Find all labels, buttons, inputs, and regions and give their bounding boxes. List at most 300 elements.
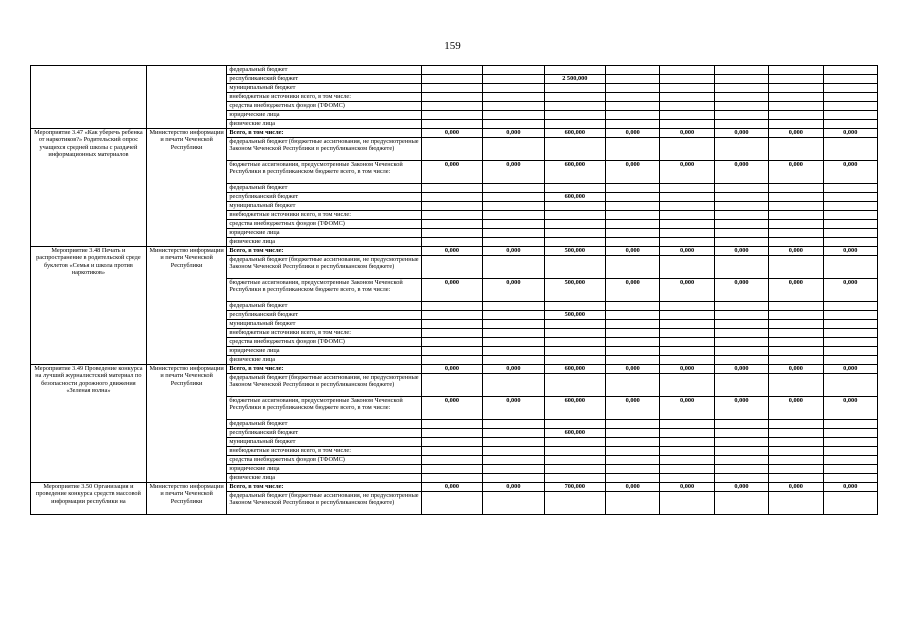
amount-cell — [483, 447, 544, 456]
amount-cell: 0,000 — [606, 129, 660, 138]
source-label: муниципальный бюджет — [227, 438, 421, 447]
amount-cell — [660, 229, 714, 238]
source-label: муниципальный бюджет — [227, 84, 421, 93]
amount-cell — [823, 429, 877, 438]
amount-cell — [606, 311, 660, 320]
table-row — [31, 66, 878, 75]
amount-cell: 0,000 — [769, 247, 823, 256]
amount-cell — [606, 420, 660, 429]
amount-cell — [606, 138, 660, 161]
source-label: физические лица — [227, 120, 421, 129]
amount-cell — [714, 84, 768, 93]
amount-cell — [823, 302, 877, 311]
amount-cell — [421, 256, 482, 279]
amount-cell: 0,000 — [823, 483, 877, 492]
amount-cell: 0,000 — [769, 279, 823, 302]
amount-cell — [660, 338, 714, 347]
amount-cell — [714, 302, 768, 311]
amount-cell — [823, 420, 877, 429]
source-label: юридические лица — [227, 111, 421, 120]
executor-cell: Министерство информации и печати Чеченской Республики — [146, 247, 227, 365]
amount-cell — [823, 320, 877, 329]
amount-cell — [769, 492, 823, 515]
table-row — [31, 365, 878, 374]
amount-cell — [544, 202, 605, 211]
amount-cell — [483, 138, 544, 161]
amount-cell: 0,000 — [606, 279, 660, 302]
amount-cell — [544, 438, 605, 447]
amount-cell — [544, 347, 605, 356]
amount-cell — [544, 329, 605, 338]
amount-cell: 0,000 — [769, 365, 823, 374]
amount-cell — [823, 438, 877, 447]
amount-cell — [769, 429, 823, 438]
amount-cell: 0,000 — [714, 365, 768, 374]
amount-cell: 600,000 — [544, 429, 605, 438]
amount-cell: 600,000 — [544, 161, 605, 184]
amount-cell: 0,000 — [769, 397, 823, 420]
amount-cell: 0,000 — [421, 365, 482, 374]
amount-cell — [421, 492, 482, 515]
amount-cell: 0,000 — [421, 129, 482, 138]
amount-cell — [606, 347, 660, 356]
amount-cell — [606, 320, 660, 329]
amount-cell — [714, 75, 768, 84]
amount-cell — [483, 456, 544, 465]
amount-cell — [714, 320, 768, 329]
amount-cell: 0,000 — [660, 247, 714, 256]
amount-cell — [606, 75, 660, 84]
amount-cell: 0,000 — [769, 161, 823, 184]
amount-cell — [660, 356, 714, 365]
amount-cell — [606, 474, 660, 483]
amount-cell — [823, 102, 877, 111]
amount-cell — [660, 202, 714, 211]
amount-cell — [483, 229, 544, 238]
amount-cell — [483, 320, 544, 329]
amount-cell — [769, 120, 823, 129]
amount-cell — [769, 338, 823, 347]
amount-cell — [823, 202, 877, 211]
amount-cell — [606, 456, 660, 465]
amount-cell — [483, 420, 544, 429]
amount-cell — [421, 93, 482, 102]
amount-cell — [421, 456, 482, 465]
amount-cell — [483, 474, 544, 483]
amount-cell — [823, 356, 877, 365]
source-label: республиканский бюджет — [227, 311, 421, 320]
amount-cell — [544, 456, 605, 465]
amount-cell: 0,000 — [714, 397, 768, 420]
source-label: юридические лица — [227, 347, 421, 356]
source-label: федеральный бюджет — [227, 420, 421, 429]
amount-cell: 0,000 — [421, 483, 482, 492]
amount-cell — [823, 111, 877, 120]
amount-cell — [714, 202, 768, 211]
amount-cell — [660, 111, 714, 120]
amount-cell — [606, 256, 660, 279]
amount-cell — [769, 229, 823, 238]
amount-cell — [544, 420, 605, 429]
amount-cell — [660, 75, 714, 84]
amount-cell — [769, 420, 823, 429]
amount-cell — [421, 320, 482, 329]
amount-cell: 0,000 — [660, 129, 714, 138]
amount-cell — [421, 138, 482, 161]
source-label: республиканский бюджет — [227, 193, 421, 202]
table-row — [31, 483, 878, 492]
amount-cell — [606, 329, 660, 338]
amount-cell — [769, 374, 823, 397]
event-name-cell: Мероприятие 3.50 Организация и проведение конкурса средств массовой информации республики на — [31, 483, 147, 515]
amount-cell: 0,000 — [769, 129, 823, 138]
source-label: средства внебюджетных фондов (ТФОМС) — [227, 338, 421, 347]
source-label: республиканский бюджет — [227, 429, 421, 438]
event-name-cell: Мероприятие 3.49 Проведение конкурса на лучший журналистский материал по безопасности дорожного движения «Зеленая волна» — [31, 365, 147, 483]
amount-cell: 0,000 — [606, 483, 660, 492]
amount-cell — [823, 492, 877, 515]
amount-cell — [483, 347, 544, 356]
amount-cell — [421, 465, 482, 474]
amount-cell — [769, 311, 823, 320]
amount-cell — [544, 492, 605, 515]
amount-cell — [421, 193, 482, 202]
amount-cell — [544, 211, 605, 220]
amount-cell: 0,000 — [421, 247, 482, 256]
amount-cell: 0,000 — [823, 365, 877, 374]
amount-cell — [544, 184, 605, 193]
event-name-cell: Мероприятие 3.48 Печать и распространение в родительской среде буклетов «Семья и школа против наркотиков» — [31, 247, 147, 365]
amount-cell: 500,000 — [544, 311, 605, 320]
amount-cell — [660, 302, 714, 311]
amount-cell — [823, 229, 877, 238]
amount-cell — [823, 329, 877, 338]
amount-cell — [421, 229, 482, 238]
amount-cell — [660, 84, 714, 93]
amount-cell — [606, 111, 660, 120]
amount-cell — [421, 84, 482, 93]
amount-cell: 500,000 — [544, 247, 605, 256]
amount-cell — [606, 356, 660, 365]
amount-cell — [544, 93, 605, 102]
amount-cell: 0,000 — [421, 279, 482, 302]
source-label: федеральный бюджет — [227, 66, 421, 75]
amount-cell: 0,000 — [483, 247, 544, 256]
amount-cell — [823, 220, 877, 229]
amount-cell — [483, 374, 544, 397]
amount-cell: 600,000 — [544, 193, 605, 202]
amount-cell: 0,000 — [714, 129, 768, 138]
amount-cell — [769, 184, 823, 193]
amount-cell: 500,000 — [544, 279, 605, 302]
amount-cell — [769, 302, 823, 311]
amount-cell — [421, 302, 482, 311]
amount-cell — [606, 492, 660, 515]
source-label: федеральный бюджет (бюджетные ассигнования, не предусмотренные Законом Чеченской Республики в республиканском бюджете) — [227, 374, 421, 397]
amount-cell — [483, 429, 544, 438]
amount-cell — [714, 120, 768, 129]
amount-cell — [606, 202, 660, 211]
amount-cell — [421, 338, 482, 347]
amount-cell — [660, 193, 714, 202]
amount-cell — [544, 356, 605, 365]
amount-cell — [823, 84, 877, 93]
amount-cell — [660, 320, 714, 329]
amount-cell — [660, 447, 714, 456]
amount-cell — [483, 492, 544, 515]
event-name-cell: Мероприятие 3.47 «Как уберечь ребенка от наркотиков?» Родительский опрос учащихся средней школы с раздачей информационных материалов — [31, 129, 147, 247]
amount-cell: 600,000 — [544, 365, 605, 374]
amount-cell — [483, 238, 544, 247]
amount-cell — [606, 66, 660, 75]
amount-cell: 0,000 — [606, 365, 660, 374]
amount-cell — [769, 211, 823, 220]
source-label: муниципальный бюджет — [227, 320, 421, 329]
amount-cell — [544, 302, 605, 311]
amount-cell — [606, 229, 660, 238]
amount-cell — [769, 456, 823, 465]
amount-cell — [483, 102, 544, 111]
amount-cell — [483, 356, 544, 365]
amount-cell — [544, 338, 605, 347]
amount-cell — [714, 220, 768, 229]
amount-cell — [769, 356, 823, 365]
table-row — [31, 129, 878, 138]
amount-cell — [421, 75, 482, 84]
source-label: Всего, в том числе: — [227, 483, 421, 492]
amount-cell — [421, 211, 482, 220]
amount-cell — [660, 66, 714, 75]
amount-cell — [714, 420, 768, 429]
amount-cell — [769, 329, 823, 338]
source-label: физические лица — [227, 238, 421, 247]
amount-cell — [421, 102, 482, 111]
amount-cell — [714, 474, 768, 483]
amount-cell — [421, 120, 482, 129]
amount-cell — [769, 102, 823, 111]
amount-cell — [714, 193, 768, 202]
amount-cell — [769, 93, 823, 102]
amount-cell — [544, 447, 605, 456]
amount-cell — [660, 374, 714, 397]
amount-cell — [769, 193, 823, 202]
amount-cell — [421, 347, 482, 356]
amount-cell — [823, 138, 877, 161]
amount-cell — [544, 84, 605, 93]
amount-cell — [421, 429, 482, 438]
amount-cell — [769, 202, 823, 211]
amount-cell — [660, 93, 714, 102]
amount-cell: 600,000 — [544, 397, 605, 420]
source-label: федеральный бюджет (бюджетные ассигнования, не предусмотренные Законом Чеченской Республики в республиканском бюджете) — [227, 256, 421, 279]
amount-cell — [660, 474, 714, 483]
amount-cell: 600,000 — [544, 129, 605, 138]
amount-cell — [483, 193, 544, 202]
amount-cell — [714, 184, 768, 193]
amount-cell: 700,000 — [544, 483, 605, 492]
amount-cell — [714, 102, 768, 111]
amount-cell — [483, 111, 544, 120]
amount-cell — [606, 120, 660, 129]
amount-cell — [714, 438, 768, 447]
amount-cell: 0,000 — [714, 247, 768, 256]
executor-cell — [146, 66, 227, 129]
funding-table — [30, 65, 878, 515]
executor-cell: Министерство информации и печати Чеченской Республики — [146, 483, 227, 515]
amount-cell — [483, 66, 544, 75]
source-label: внебюджетные источники всего, в том числе: — [227, 211, 421, 220]
amount-cell — [544, 374, 605, 397]
event-name-cell — [31, 66, 147, 129]
amount-cell — [544, 320, 605, 329]
amount-cell — [714, 356, 768, 365]
amount-cell — [660, 347, 714, 356]
amount-cell — [660, 238, 714, 247]
source-label: бюджетные ассигнования, предусмотренные Законом Чеченской Республики в республиканском бюджете всего, в том числе: — [227, 397, 421, 420]
amount-cell — [606, 302, 660, 311]
source-label: федеральный бюджет — [227, 302, 421, 311]
amount-cell — [544, 256, 605, 279]
amount-cell — [483, 302, 544, 311]
source-label: республиканский бюджет — [227, 75, 421, 84]
amount-cell: 0,000 — [421, 397, 482, 420]
amount-cell — [421, 238, 482, 247]
amount-cell — [823, 75, 877, 84]
amount-cell: 0,000 — [660, 279, 714, 302]
amount-cell — [483, 311, 544, 320]
amount-cell — [714, 374, 768, 397]
amount-cell — [823, 184, 877, 193]
amount-cell: 0,000 — [483, 365, 544, 374]
amount-cell — [660, 256, 714, 279]
amount-cell — [606, 220, 660, 229]
amount-cell: 0,000 — [660, 365, 714, 374]
amount-cell — [823, 120, 877, 129]
amount-cell — [483, 184, 544, 193]
amount-cell — [421, 184, 482, 193]
amount-cell: 0,000 — [823, 161, 877, 184]
amount-cell — [606, 429, 660, 438]
amount-cell: 0,000 — [660, 397, 714, 420]
amount-cell — [544, 102, 605, 111]
amount-cell — [823, 93, 877, 102]
amount-cell — [769, 75, 823, 84]
source-label: юридические лица — [227, 229, 421, 238]
amount-cell — [714, 329, 768, 338]
amount-cell — [483, 211, 544, 220]
amount-cell — [714, 338, 768, 347]
source-label: федеральный бюджет (бюджетные ассигнования, не предусмотренные Законом Чеченской Республики в республиканском бюджете) — [227, 138, 421, 161]
amount-cell: 0,000 — [483, 483, 544, 492]
amount-cell: 0,000 — [660, 483, 714, 492]
amount-cell — [714, 93, 768, 102]
amount-cell — [544, 66, 605, 75]
amount-cell — [606, 465, 660, 474]
amount-cell — [660, 429, 714, 438]
amount-cell — [483, 202, 544, 211]
amount-cell — [769, 220, 823, 229]
amount-cell — [823, 238, 877, 247]
executor-cell: Министерство информации и печати Чеченской Республики — [146, 129, 227, 247]
amount-cell — [660, 211, 714, 220]
amount-cell — [421, 374, 482, 397]
amount-cell — [483, 93, 544, 102]
amount-cell — [660, 120, 714, 129]
amount-cell — [823, 211, 877, 220]
amount-cell — [769, 66, 823, 75]
source-label: муниципальный бюджет — [227, 202, 421, 211]
amount-cell — [544, 138, 605, 161]
source-label: физические лица — [227, 474, 421, 483]
amount-cell — [714, 347, 768, 356]
amount-cell — [421, 111, 482, 120]
amount-cell — [544, 111, 605, 120]
amount-cell — [823, 447, 877, 456]
source-label: средства внебюджетных фондов (ТФОМС) — [227, 456, 421, 465]
amount-cell — [769, 320, 823, 329]
amount-cell: 0,000 — [606, 161, 660, 184]
amount-cell: 0,000 — [714, 161, 768, 184]
amount-cell — [606, 438, 660, 447]
amount-cell — [823, 347, 877, 356]
amount-cell — [606, 193, 660, 202]
amount-cell: 0,000 — [483, 161, 544, 184]
amount-cell — [421, 66, 482, 75]
amount-cell — [823, 256, 877, 279]
amount-cell — [606, 102, 660, 111]
source-label: средства внебюджетных фондов (ТФОМС) — [227, 102, 421, 111]
amount-cell — [421, 220, 482, 229]
source-label: Всего, в том числе: — [227, 129, 421, 138]
amount-cell — [421, 438, 482, 447]
amount-cell — [660, 102, 714, 111]
amount-cell — [769, 447, 823, 456]
amount-cell — [660, 311, 714, 320]
amount-cell — [483, 256, 544, 279]
source-label: средства внебюджетных фондов (ТФОМС) — [227, 220, 421, 229]
source-label: юридические лица — [227, 465, 421, 474]
source-label: внебюджетные источники всего, в том числе: — [227, 93, 421, 102]
amount-cell — [660, 456, 714, 465]
amount-cell — [660, 492, 714, 515]
source-label: бюджетные ассигнования, предусмотренные Законом Чеченской Республики в республиканском бюджете всего, в том числе: — [227, 279, 421, 302]
table-row — [31, 247, 878, 256]
amount-cell — [483, 338, 544, 347]
amount-cell — [421, 329, 482, 338]
amount-cell — [421, 356, 482, 365]
amount-cell: 0,000 — [606, 247, 660, 256]
amount-cell — [714, 456, 768, 465]
amount-cell — [823, 66, 877, 75]
amount-cell: 0,000 — [606, 397, 660, 420]
amount-cell — [714, 429, 768, 438]
amount-cell — [714, 111, 768, 120]
amount-cell — [714, 238, 768, 247]
amount-cell: 0,000 — [823, 279, 877, 302]
amount-cell — [421, 447, 482, 456]
amount-cell — [660, 438, 714, 447]
amount-cell: 0,000 — [823, 247, 877, 256]
amount-cell — [769, 474, 823, 483]
amount-cell — [769, 347, 823, 356]
amount-cell: 0,000 — [823, 397, 877, 420]
amount-cell — [769, 465, 823, 474]
amount-cell — [483, 120, 544, 129]
amount-cell: 2 500,000 — [544, 75, 605, 84]
amount-cell — [421, 474, 482, 483]
amount-cell — [714, 229, 768, 238]
source-label: внебюджетные источники всего, в том числе: — [227, 329, 421, 338]
